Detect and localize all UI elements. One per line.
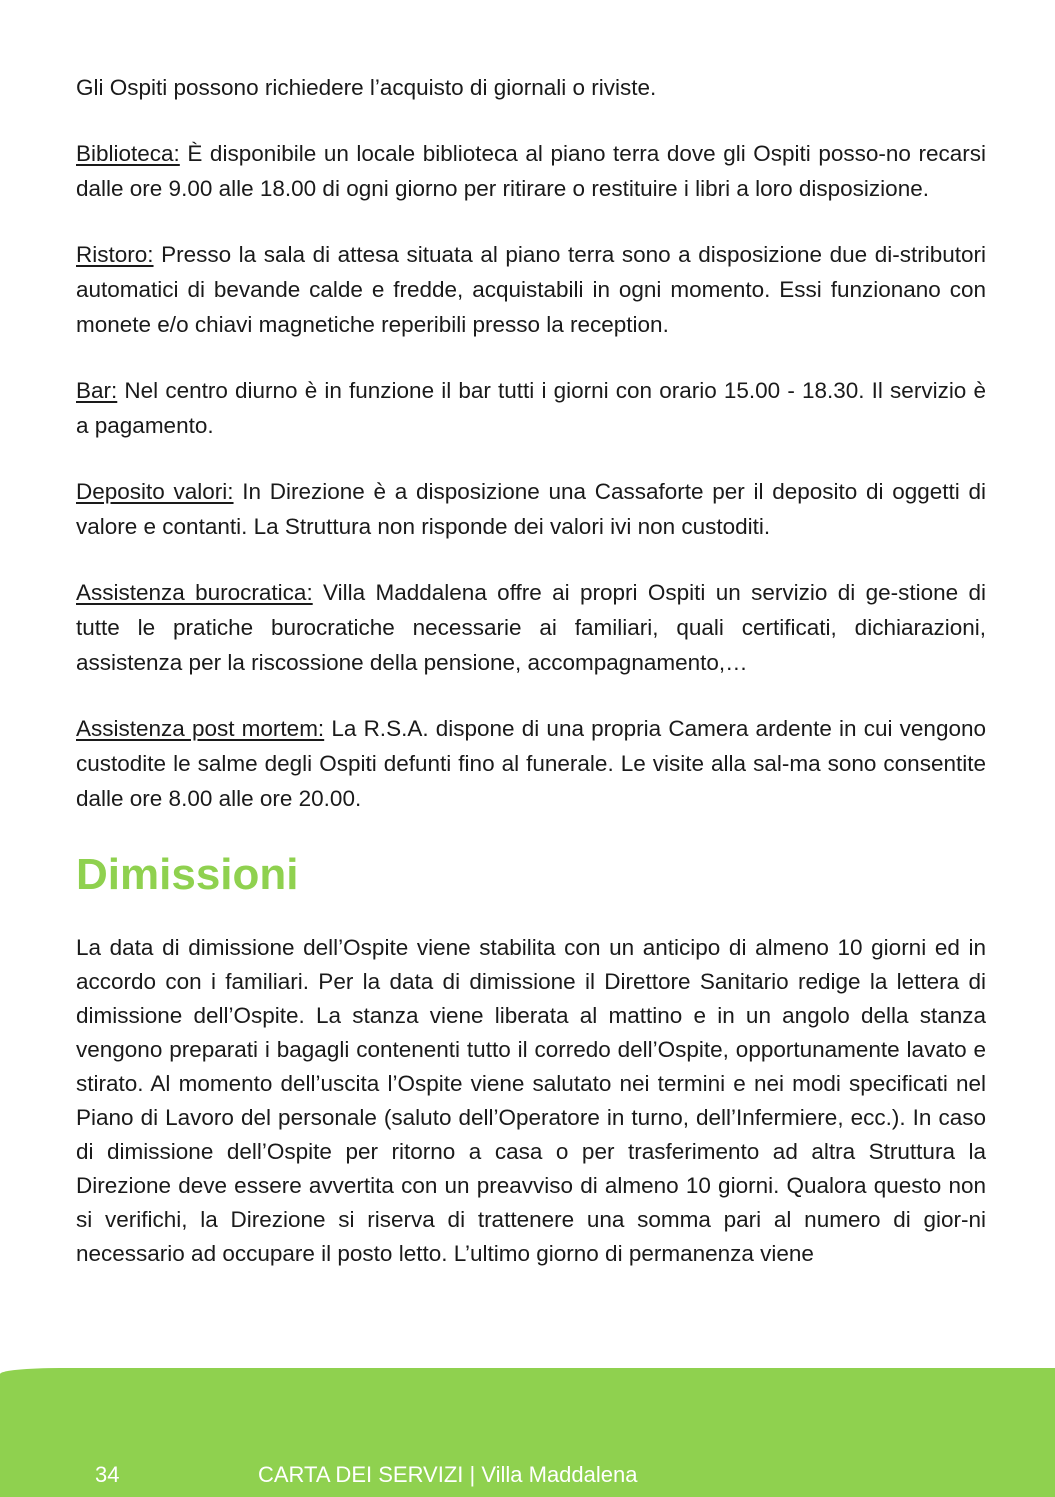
service-text: Presso la sala di attesa situata al piano terra sono a disposizione due di-stributori automatici di bevande calde e fredde, acquistabili in ogni momento. Essi funzionano con monete e/o chiavi magnetiche reperibili presso la reception.: [76, 242, 986, 337]
service-paragraph-biblioteca: [76, 136, 986, 206]
service-label: Assistenza post mortem:: [76, 716, 325, 741]
service-paragraph-ristoro: [76, 237, 986, 342]
service-text: Nel centro diurno è in funzione il bar tutti i giorni con orario 15.00 - 18.30. Il servizio è a pagamento.: [76, 378, 986, 438]
footer-page-number: 34: [95, 1462, 120, 1487]
section-heading-dimissioni: Dimissioni: [76, 850, 299, 899]
service-text: Villa Maddalena offre ai propri Ospiti un servizio di ge-stione di tutte le pratiche burocratiche necessarie ai familiari, quali certificati, dichiarazioni, assistenza per la riscossione della pensione, accompagnamento,…: [76, 580, 986, 675]
service-paragraph-bar: [76, 373, 986, 443]
service-label: Bar:: [76, 378, 118, 403]
service-text: In Direzione è a disposizione una Cassaforte per il deposito di oggetti di valore e contanti. La Struttura non risponde dei valori ivi non custoditi.: [76, 479, 986, 539]
service-label: Deposito valori:: [76, 479, 234, 504]
section-body-dimissioni: La data di dimissione dell’Ospite viene stabilita con un anticipo di almeno 10 giorni ed in accordo con i familiari. Per la data di dimissione il Direttore Sanitario redige la lettera di dimissione dell’Ospite. La stanza viene liberata al mattino e in un angolo della stanza vengono preparati i bagagli contenenti tutto il corredo dell’Ospite, opportunamente lavato e stirato. Al momento dell’uscita l’Ospite viene salutato nei termini e nei modi specificati nel Piano di Lavoro del personale (saluto dell’Operatore in turno, dell’Infermiere, ecc.). In caso di dimissione dell’Ospite per ritorno a casa o per trasferimento ad altra Struttura la Direzione deve essere avvertita con un preavviso di almeno 10 giorni. Qualora questo non si verifichi, la Direzione si riserva di trattenere una somma pari al numero di gior-ni necessario ad occupare il posto letto. L’ultimo giorno di permanenza viene: [76, 935, 986, 1266]
page-content: [76, 70, 986, 1271]
service-paragraph-deposito-valori: [76, 474, 986, 544]
service-paragraph-assistenza-burocratica: [76, 575, 986, 680]
service-label: Biblioteca:: [76, 141, 180, 166]
intro-paragraph: Gli Ospiti possono richiedere l’acquisto di giornali o riviste.: [76, 75, 657, 100]
service-text: La R.S.A. dispone di una propria Camera ardente in cui vengono custodite le salme degli Ospiti defunti fino al funerale. Le visite alla sal-ma sono consentite dalle ore 8.00 alle ore 20.00.: [76, 716, 986, 811]
service-text: È disponibile un locale biblioteca al piano terra dove gli Ospiti posso-no recarsi dalle ore 9.00 alle 18.00 di ogni giorno per ritirare o restituire i libri a loro disposizione.: [76, 141, 986, 201]
service-paragraph-assistenza-post-mortem: [76, 711, 986, 816]
footer-title: CARTA DEI SERVIZI | Villa Maddalena: [258, 1462, 638, 1487]
service-label: Ristoro:: [76, 242, 154, 267]
service-label: Assistenza burocratica:: [76, 580, 313, 605]
